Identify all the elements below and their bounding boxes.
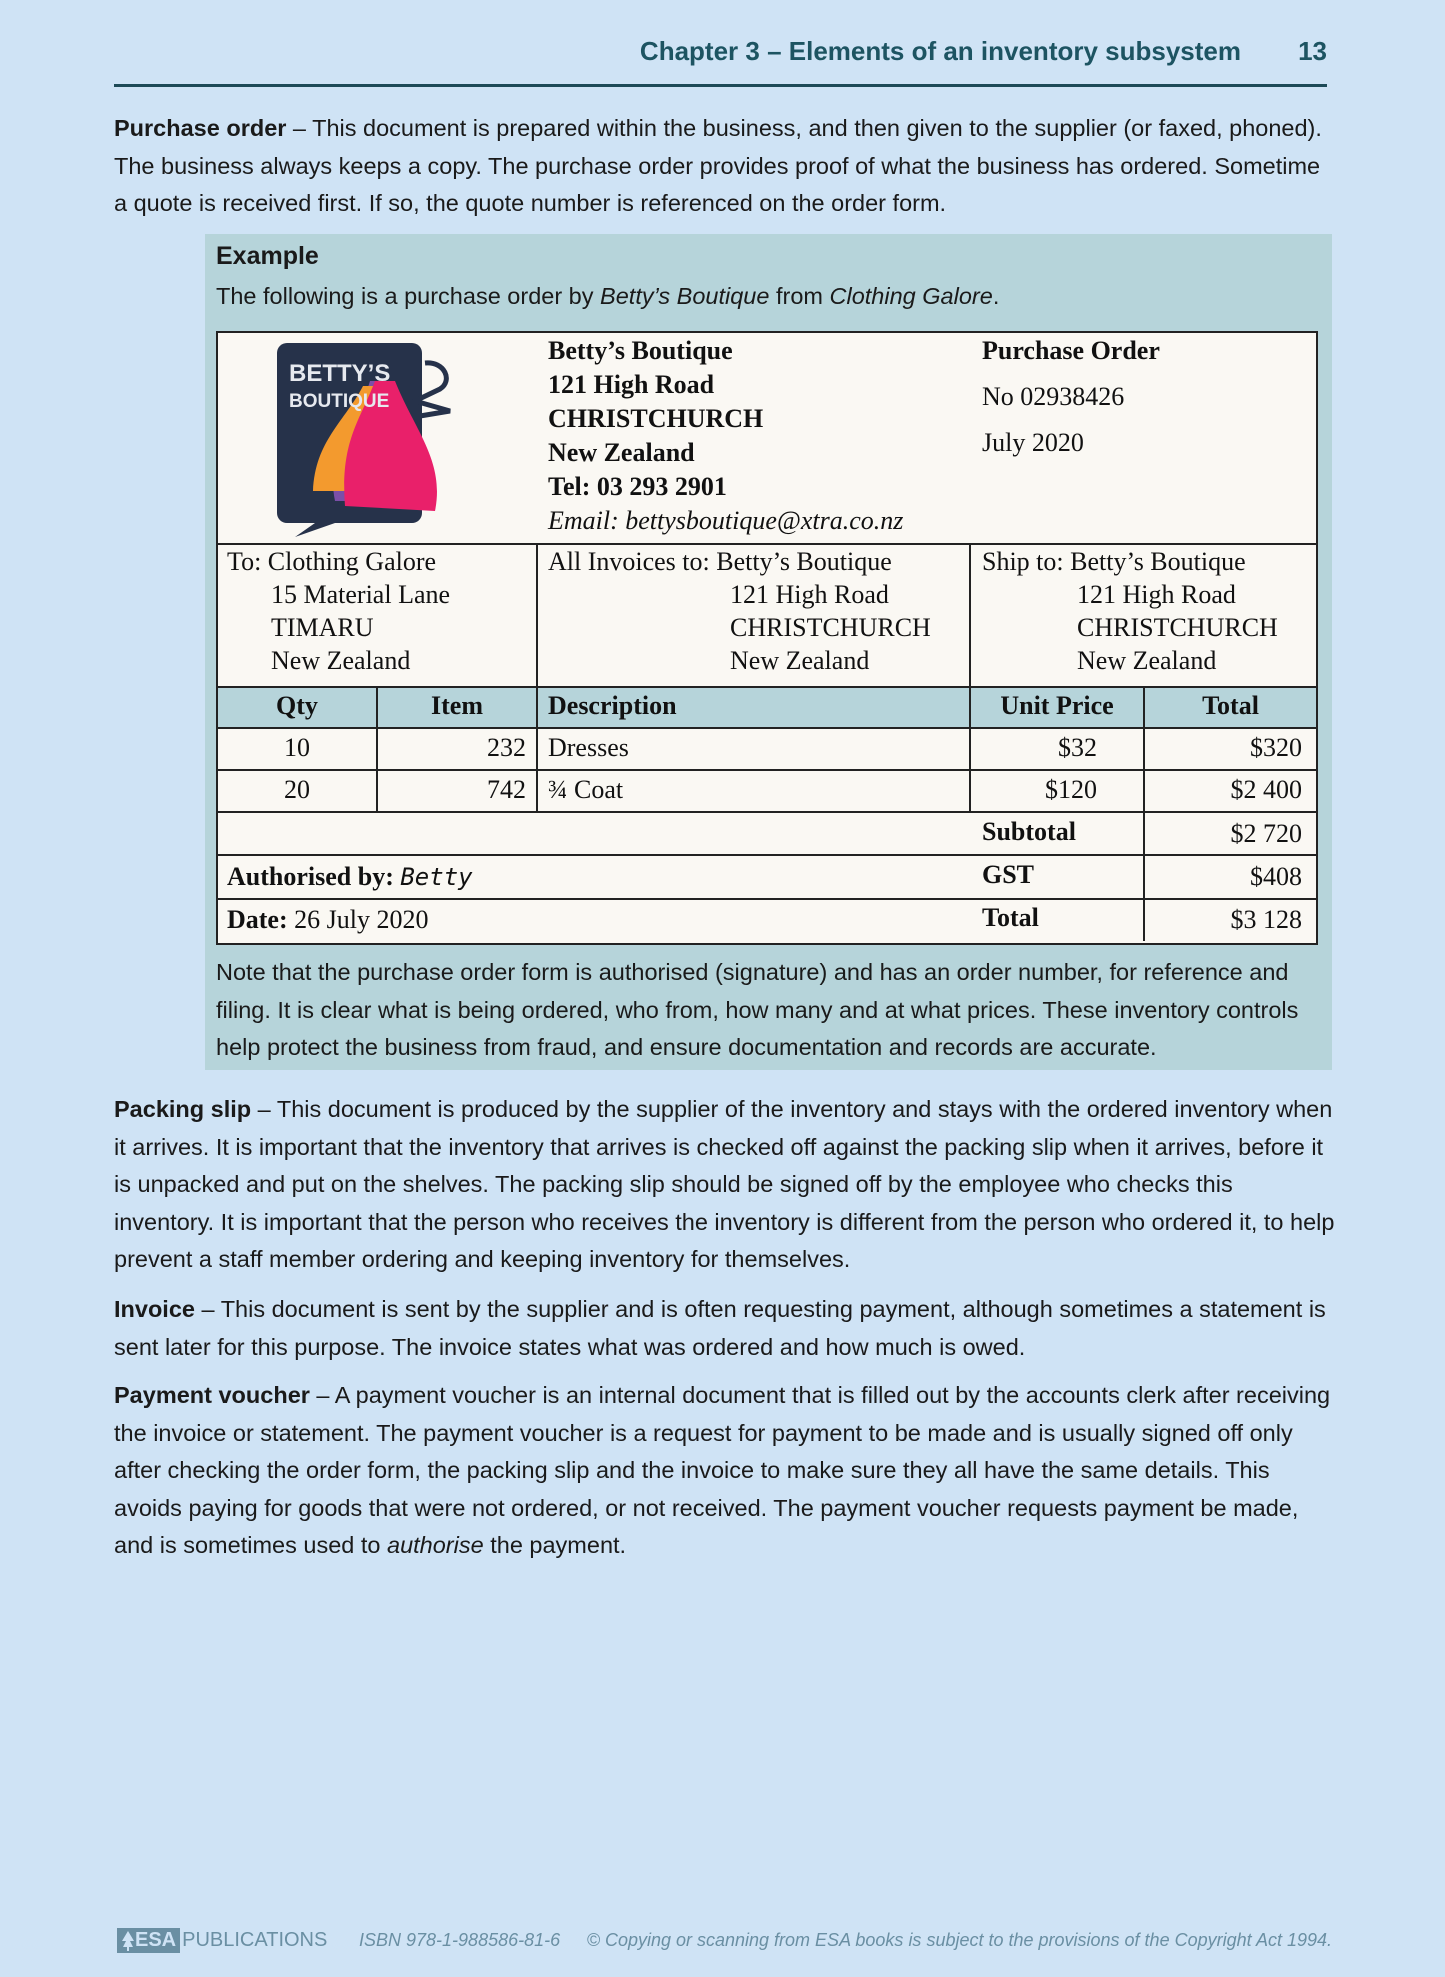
column-header-unit-price: Unit Price <box>1000 691 1114 720</box>
invoices-address: All Invoices to: Betty’s Boutique <box>548 547 892 576</box>
logo-text-line1: BETTY’S <box>289 360 391 387</box>
payment-voucher-term: Payment voucher <box>114 1382 310 1408</box>
gst-value: $408 <box>1250 862 1302 891</box>
packing-slip-paragraph: Packing slip – This document is produced by the supplier of the inventory and stays with the ordered inventory when it arrives. It is important that the inventory that arrives is checked off against the packing slip when it arrives, before it is unpacked and put on the shelves. The packing slip should be signed off by the employee who checks this inventory. It is important that the person who receives the inventory is different from the person who ordered it, to help prevent a staff member ordering and keeping inventory for themselves. <box>114 1096 1335 1272</box>
to-address-line: TIMARU <box>271 613 374 642</box>
divider <box>218 811 1316 813</box>
ship-address-line: New Zealand <box>1077 646 1217 675</box>
esa-publications-logo: ESA PUBLICATIONS <box>117 1928 327 1953</box>
table-cell-unit-price: $32 <box>1058 733 1097 762</box>
example-box <box>205 234 1332 1070</box>
divider <box>969 543 971 811</box>
page-header <box>114 30 1327 87</box>
chapter-title: Chapter 3 – Elements of an inventory subsystem <box>639 36 1241 66</box>
divider <box>218 727 1316 729</box>
column-header-total: Total <box>1202 691 1259 720</box>
tree-icon <box>121 1931 135 1951</box>
purchase-order-term: Purchase order <box>114 115 287 141</box>
purchase-order-paragraph <box>114 110 1336 223</box>
example-intro: The following is a purchase order by Betty’s Boutique from Clothing Galore. <box>216 283 1000 309</box>
example-title: Example <box>216 242 319 270</box>
signature: Betty <box>400 863 473 891</box>
to-address: To: Clothing Galore <box>227 547 437 576</box>
divider <box>218 854 1316 856</box>
subtotal-value: $2 720 <box>1230 819 1302 848</box>
gst-label: GST <box>982 860 1035 889</box>
po-title: Purchase Order <box>982 336 1160 365</box>
invoices-address-line: 121 High Road <box>730 580 889 609</box>
intro-supplier: Clothing Galore <box>829 283 993 309</box>
table-cell-qty: 20 <box>284 775 310 804</box>
divider <box>1143 686 1145 941</box>
column-header-item: Item <box>431 691 483 720</box>
table-cell-total: $2 400 <box>1230 775 1302 804</box>
divider <box>536 543 538 811</box>
invoice-paragraph: Invoice – This document is sent by the supplier and is often requesting payment, although sometimes a statement is sent later for this purpose. The invoice states what was ordered and how much is owed. <box>114 1296 1326 1360</box>
invoices-address-line: CHRISTCHURCH <box>730 613 931 642</box>
business-country: New Zealand <box>548 438 695 467</box>
business-name: Betty’s Boutique <box>548 336 733 365</box>
page-number: 13 <box>1298 36 1327 66</box>
business-city: CHRISTCHURCH <box>548 404 764 433</box>
copyright-notice: © Copying or scanning from ESA books is subject to the provisions of the Copyright Act 1994. <box>586 1930 1332 1950</box>
bettys-boutique-logo <box>275 341 485 541</box>
to-address-line: 15 Material Lane <box>271 580 451 609</box>
column-header-description: Description <box>548 691 677 720</box>
divider <box>218 543 1316 545</box>
ship-address: Ship to: Betty’s Boutique <box>982 547 1246 576</box>
logo-text-line2: BOUTIQUE <box>289 391 390 412</box>
to-address-line: New Zealand <box>271 646 411 675</box>
purchase-order-text: – This document is prepared within the business, and then given to the supplier (or faxed, phoned). The business always keeps a copy. The purchase order provides proof of what the business has ordered. Sometime a quote is received first. If so, the quote number is referenced on the order form. <box>114 115 1322 216</box>
ship-address-line: CHRISTCHURCH <box>1077 613 1278 642</box>
business-street: 121 High Road <box>548 370 715 399</box>
payment-voucher-paragraph: Payment voucher – A payment voucher is an internal document that is filled out by the accounts clerk after receiving the invoice or statement. The payment voucher is a request for payment to be made and is usually signed off only after checking the order form, the packing slip and the invoice to make sure they all have the same details. This avoids paying for goods that were not ordered, or not received. The payment voucher requests payment be made, and is sometimes used to authorise the payment. <box>114 1382 1331 1558</box>
total-label: Total <box>982 903 1039 932</box>
order-date: Date: 26 July 2020 <box>227 905 429 934</box>
page-footer <box>117 1928 1332 1958</box>
table-cell-qty: 10 <box>284 733 310 762</box>
authorised-by: Authorised by: Betty <box>227 862 473 891</box>
business-tel: Tel: 03 293 2901 <box>548 472 727 501</box>
table-cell-item: 742 <box>487 775 526 804</box>
po-number: No 02938426 <box>982 382 1125 411</box>
divider <box>218 898 1316 900</box>
packing-slip-term: Packing slip <box>114 1096 252 1122</box>
divider <box>218 686 1316 688</box>
table-cell-unit-price: $120 <box>1045 775 1097 804</box>
total-value: $3 128 <box>1230 905 1302 934</box>
column-header-qty: Qty <box>276 691 318 720</box>
table-cell-description: ¾ Coat <box>548 775 624 804</box>
example-note: Note that the purchase order form is authorised (signature) and has an order number, for reference and filing. It is clear what is being ordered, who from, how many and at what prices. These inventory controls help protect the business from fraud, and ensure documentation and records are accurate. <box>216 959 1299 1060</box>
invoice-term: Invoice <box>114 1296 195 1322</box>
divider <box>218 769 1316 771</box>
invoices-address-line: New Zealand <box>730 646 870 675</box>
intro-business: Betty’s Boutique <box>600 283 770 309</box>
subtotal-label: Subtotal <box>982 817 1076 846</box>
business-email: Email: bettysboutique@xtra.co.nz <box>548 506 904 535</box>
purchase-order-form <box>216 331 1318 945</box>
table-cell-item: 232 <box>487 733 526 762</box>
isbn: ISBN 978-1-988586-81-6 <box>359 1930 561 1950</box>
table-cell-description: Dresses <box>548 733 629 762</box>
ship-address-line: 121 High Road <box>1077 580 1236 609</box>
table-cell-total: $320 <box>1250 733 1302 762</box>
po-date: July 2020 <box>982 428 1084 457</box>
